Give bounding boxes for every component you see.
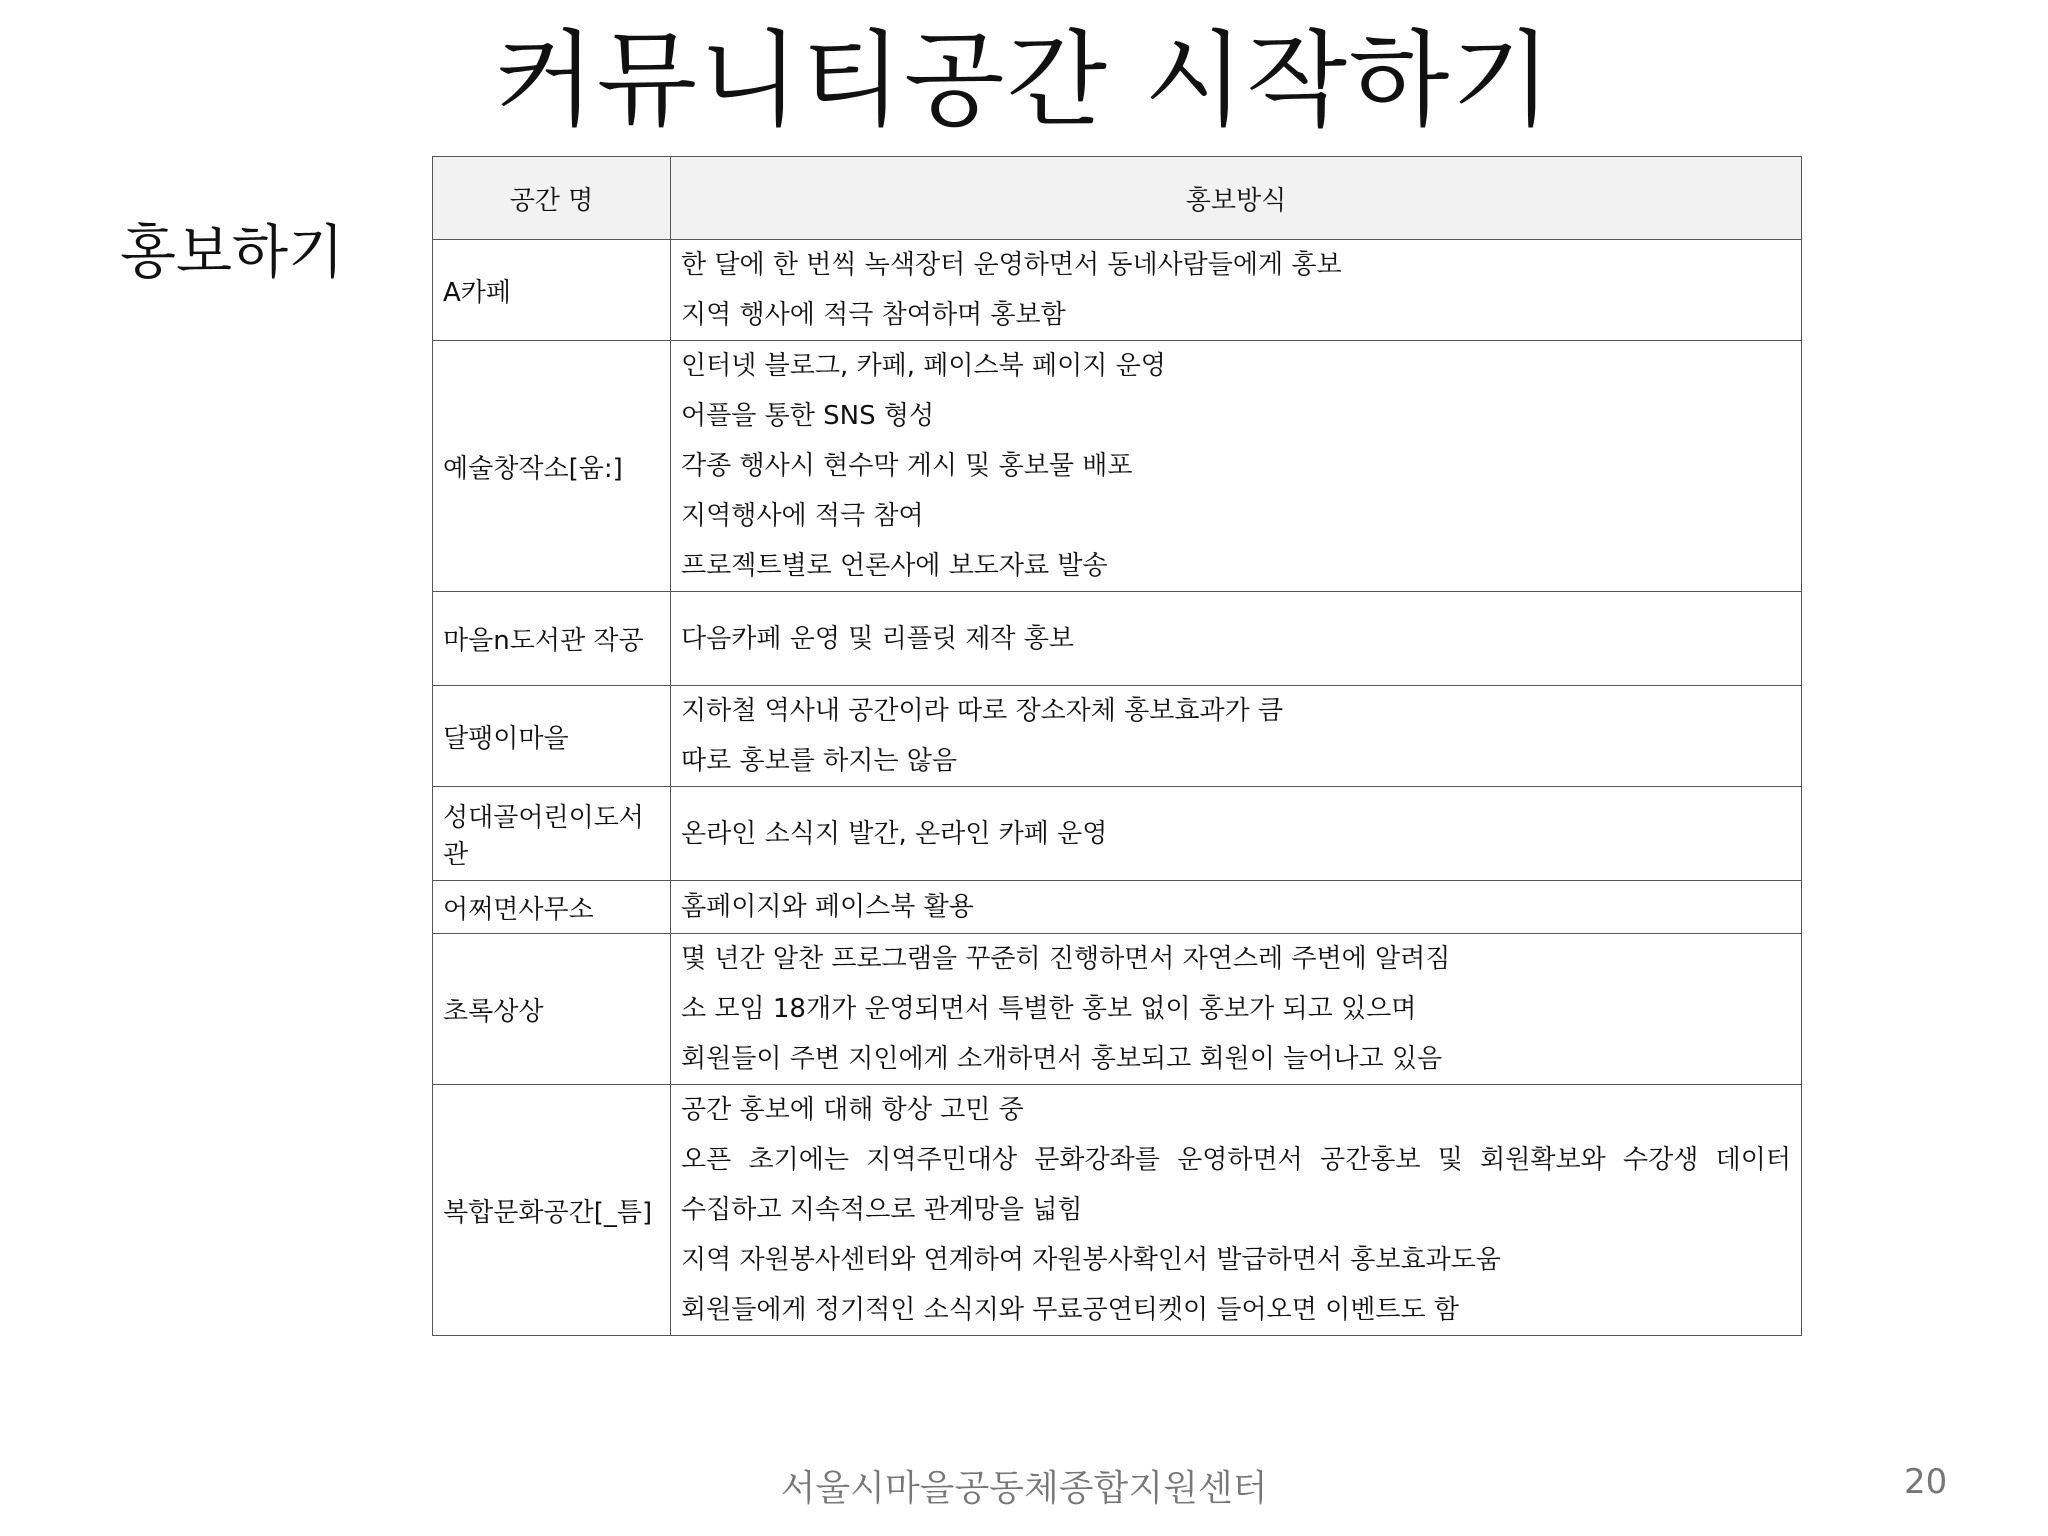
table-row [433,341,1802,592]
table-row [433,934,1802,1085]
method-line: 회원들에게 정기적인 소식지와 무료공연티켓이 들어오면 이벤트도 함 [681,1295,1459,1325]
promotion-method-cell [671,240,1802,341]
footer-organization: 서울시마을공동체종합지원센터 [780,1468,1268,1509]
space-name-cell: A카페 [433,240,671,341]
table-row [433,787,1802,881]
method-line: 홈페이지와 페이스북 활용 [681,892,974,922]
table-row [433,240,1802,341]
method-line: 회원들이 주변 지인에게 소개하면서 홍보되고 회원이 늘어나고 있음 [681,1044,1443,1074]
header-space-name: 공간 명 [433,157,671,240]
method-line: 몇 년간 알찬 프로그램을 꾸준히 진행하면서 자연스레 주변에 알려짐 [681,944,1451,974]
method-line: 지역 행사에 적극 참여하며 홍보함 [681,300,1066,330]
promotion-method-cell [671,1085,1802,1336]
method-line: 오픈 초기에는 지역주민대상 문화강좌를 운영하면서 공간홍보 및 회원확보와 수강생 데이터 [681,1145,1791,1175]
promotion-table [432,156,1802,1336]
space-name-cell: 예술창작소[움:] [433,341,671,592]
space-name-cell: 초록상상 [433,934,671,1085]
page-number: 20 [1904,1462,1948,1502]
method-line: 따로 홍보를 하지는 않음 [681,746,957,776]
method-line: 지하철 역사내 공간이라 따로 장소자체 홍보효과가 큼 [681,696,1284,726]
method-line: 온라인 소식지 발간, 온라인 카페 운영 [681,818,1108,849]
header-promotion-method: 홍보방식 [671,157,1802,240]
promotion-method-cell [671,341,1802,592]
slide-title: 커뮤니티공간 시작하기 [494,19,1554,141]
promotion-method-cell [671,592,1802,686]
method-line: 지역 자원봉사센터와 연계하여 자원봉사확인서 발급하면서 홍보효과도움 [681,1245,1501,1275]
method-line: 인터넷 블로그, 카페, 페이스북 페이지 운영 [681,351,1166,381]
method-line: 소 모임 18개가 운영되면서 특별한 홍보 없이 홍보가 되고 있으며 [681,994,1417,1024]
table-row [433,686,1802,787]
method-line: 한 달에 한 번씩 녹색장터 운영하면서 동네사람들에게 홍보 [681,250,1342,280]
space-name-cell: 마을n도서관 작공 [433,592,671,686]
table-row [433,592,1802,686]
method-line: 프로젝트별로 언론사에 보도자료 발송 [681,551,1108,581]
table-row [433,1085,1802,1336]
promotion-method-cell [671,934,1802,1085]
method-line: 다음카페 운영 및 리플릿 제작 홍보 [681,623,1074,654]
table-header-row [433,157,1802,240]
promotion-method-cell [671,686,1802,787]
section-label: 홍보하기 [120,218,345,286]
method-line: 각종 행사시 현수막 게시 및 홍보물 배포 [681,451,1133,481]
space-name-cell: 어쩌면사무소 [433,881,671,934]
method-line: 수집하고 지속적으로 관계망을 넓힘 [681,1195,1083,1225]
method-line: 어플을 통한 SNS 형성 [681,401,935,431]
space-name-cell: 성대골어린이도서관 [433,787,671,881]
promotion-method-cell [671,881,1802,934]
space-name-cell: 달팽이마을 [433,686,671,787]
space-name-cell: 복합문화공간[_틈] [433,1085,671,1336]
table-row [433,881,1802,934]
method-line: 지역행사에 적극 참여 [681,501,924,531]
promotion-method-cell [671,787,1802,881]
method-line: 공간 홍보에 대해 항상 고민 중 [681,1095,1024,1125]
